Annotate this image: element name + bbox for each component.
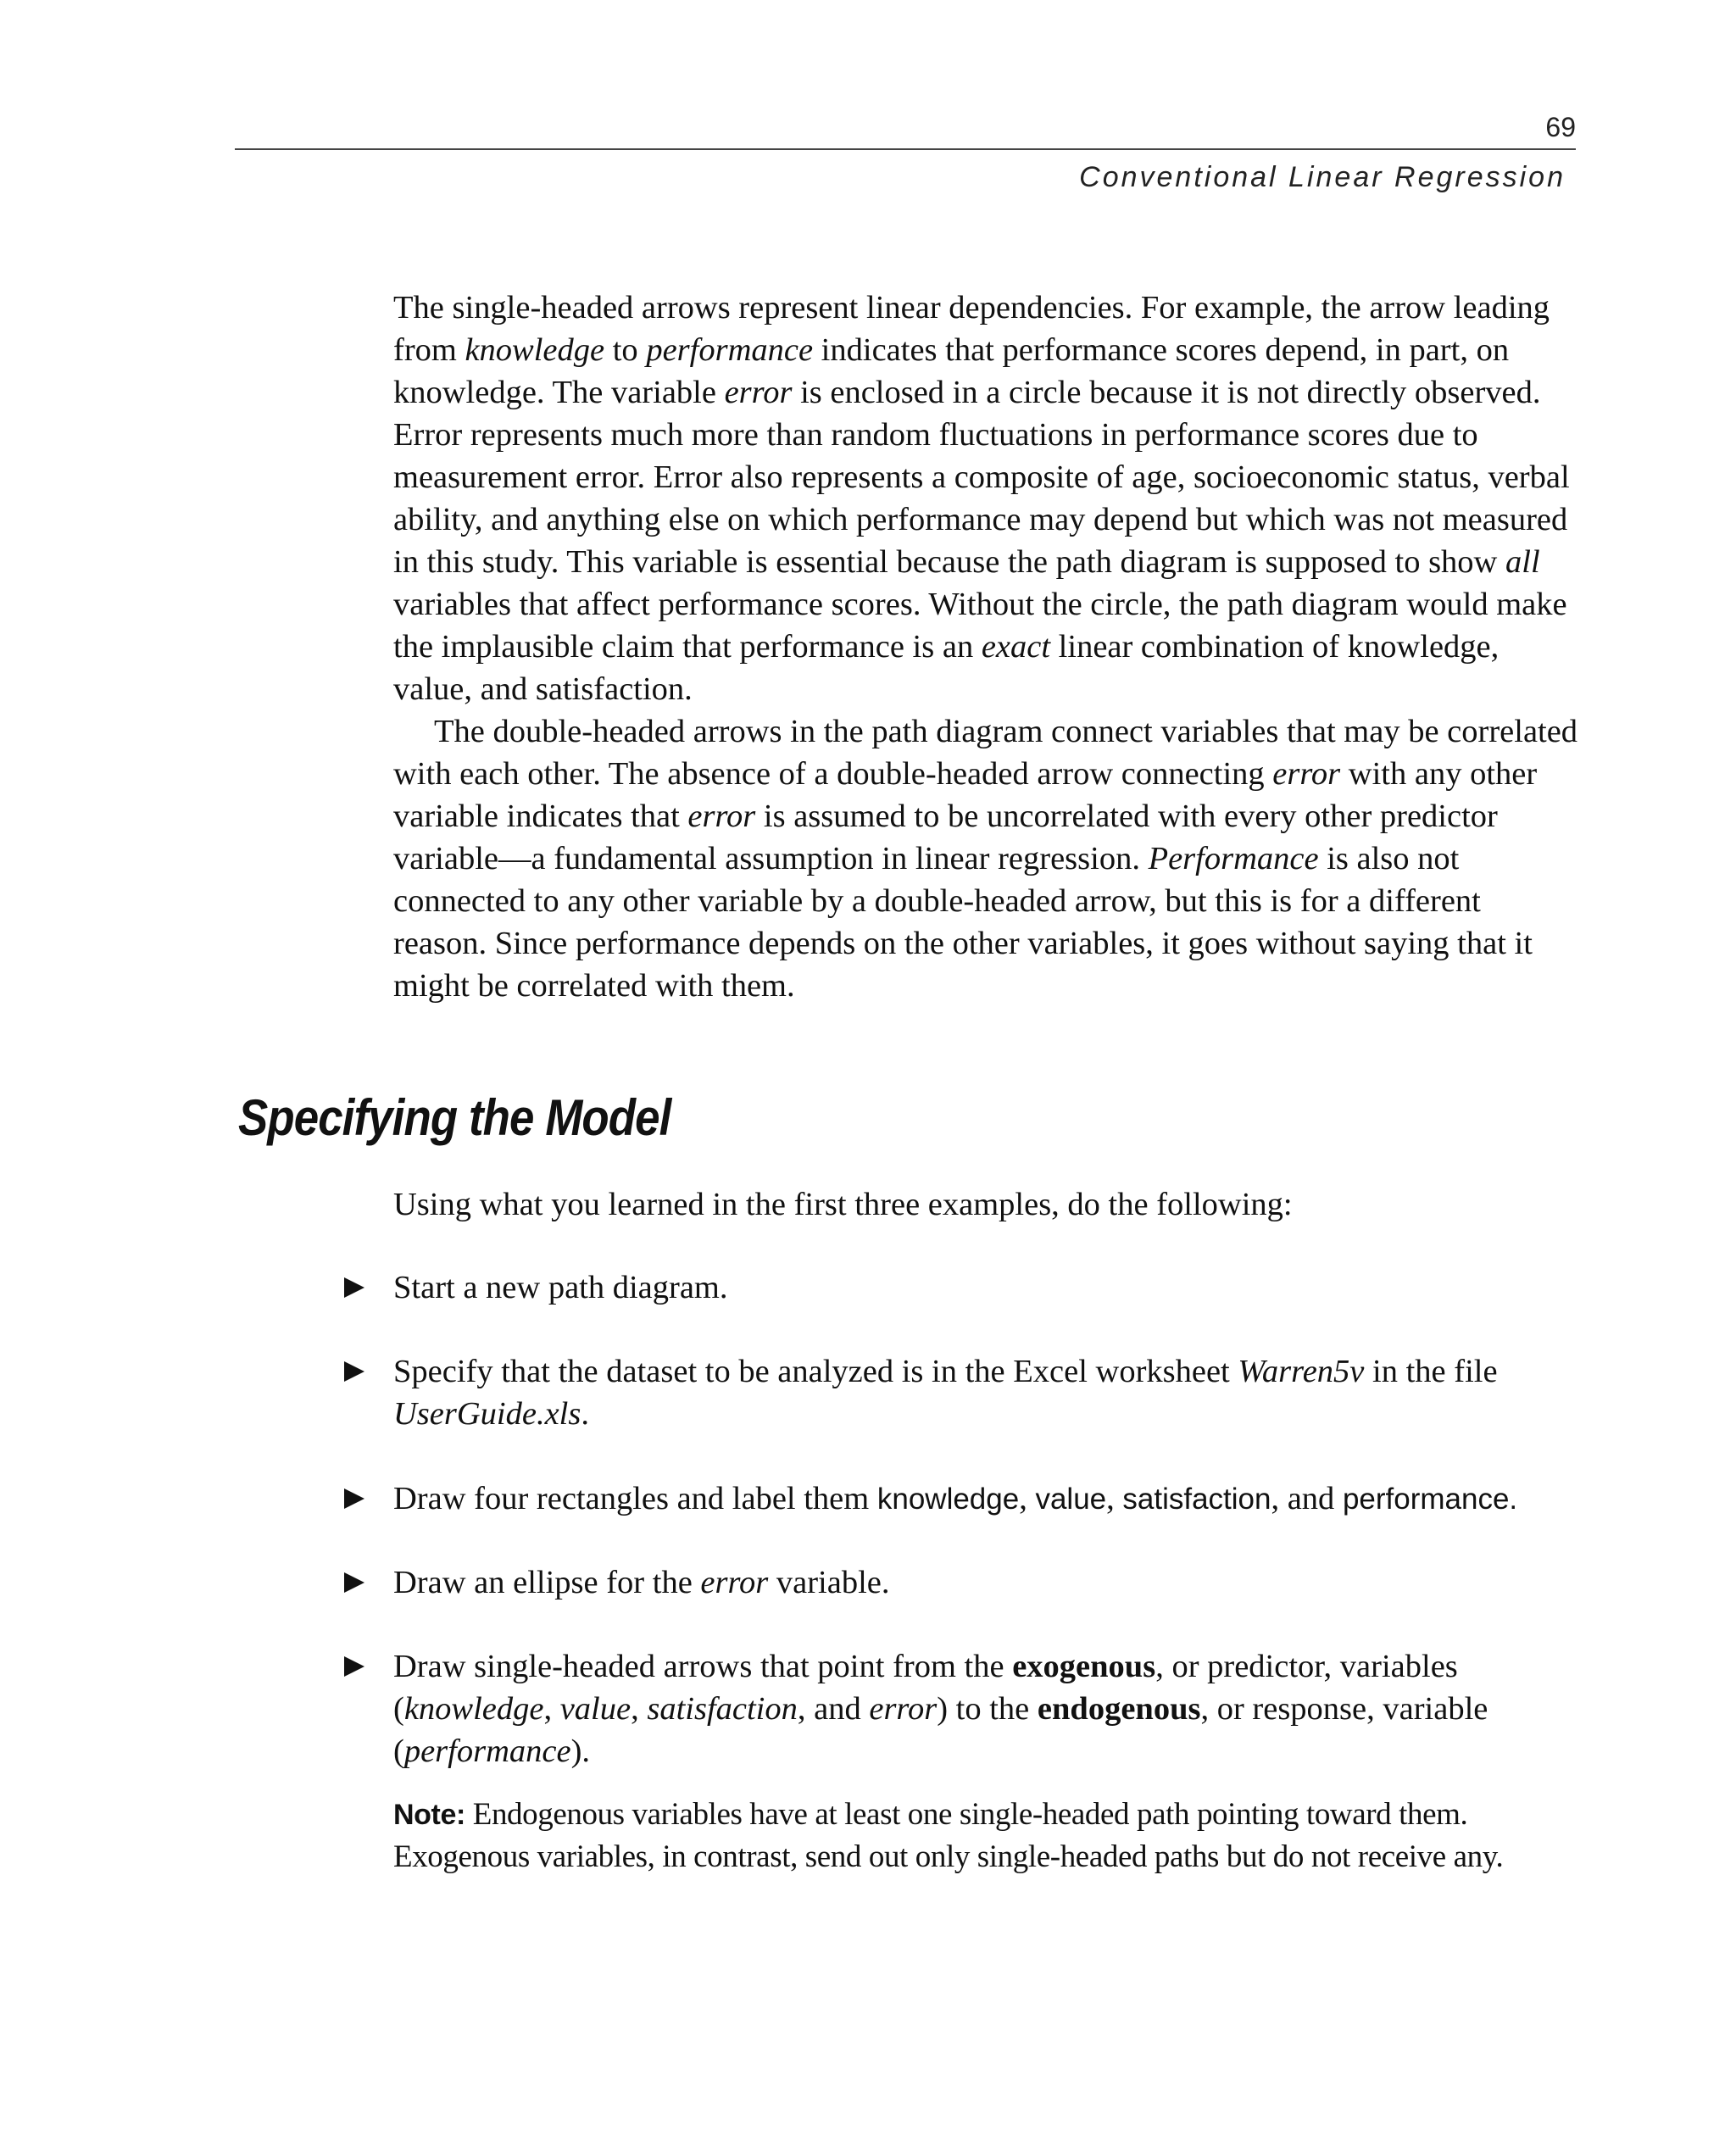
section-heading: Specifying the Model xyxy=(238,1089,671,1146)
list-item: Draw single-headed arrows that point from the exogenous, or predictor, variables (knowledge, value, satisfaction, and error) to the endogenous, or response, variable (performance). xyxy=(393,1645,1580,1772)
triangle-bullet-icon xyxy=(344,1656,364,1677)
paragraph-single-headed-arrows: The single-headed arrows represent linear dependencies. For example, the arrow leading from knowledge to performance indicates that performance scores depend, in part, on knowledge. The variable error is enclosed in a circle because it is not directly observed. Error represents much more than random fluctuations in performance scores due to measurement error. Error also represents a composite of age, socioeconomic status, verbal ability, and anything else on which performance may depend but which was not measured in this study. This variable is essential because the path diagram is supposed to show all variables that affect performance scores. Without the circle, the path diagram would make the implausible claim that performance is an exact linear combination of knowledge, value, and satisfaction. xyxy=(393,290,1570,707)
list-item: Draw four rectangles and label them knowledge, value, satisfaction, and performance. xyxy=(393,1477,1580,1521)
header-rule xyxy=(235,148,1576,150)
paragraph-double-headed-arrows: The double-headed arrows in the path diagram connect variables that may be correlated with each other. The absence of a double-headed arrow connecting error with any other variable indicates that error is assumed to be uncorrelated with every other predictor variable—a fundamental assumption in linear regression. Performance is also not connected to any other variable by a double-headed arrow, but this is for a different reason. Since performance depends on the other variables, it goes without saying that it might be correlated with them. xyxy=(393,714,1578,1004)
triangle-bullet-icon xyxy=(344,1361,364,1382)
triangle-bullet-icon xyxy=(344,1277,364,1298)
page-number: 69 xyxy=(1545,112,1576,142)
triangle-bullet-icon xyxy=(344,1572,364,1593)
running-head: Conventional Linear Regression xyxy=(1079,161,1566,193)
list-item: Draw an ellipse for the error variable. xyxy=(393,1561,1580,1604)
note-label: Note: xyxy=(393,1799,465,1831)
section-intro: Using what you learned in the first three examples, do the following: xyxy=(393,1187,1293,1222)
triangle-bullet-icon xyxy=(344,1488,364,1509)
list-item: Specify that the dataset to be analyzed is in the Excel worksheet Warren5v in the file UserGuide.xls. xyxy=(393,1350,1580,1435)
note-text: Endogenous variables have at least one single-headed path pointing toward them. Exogenous variables, in contrast, send out only single-headed paths but do not receive any. xyxy=(393,1797,1504,1874)
note-block xyxy=(393,1794,1580,1878)
list-item: Start a new path diagram. xyxy=(393,1266,1580,1309)
